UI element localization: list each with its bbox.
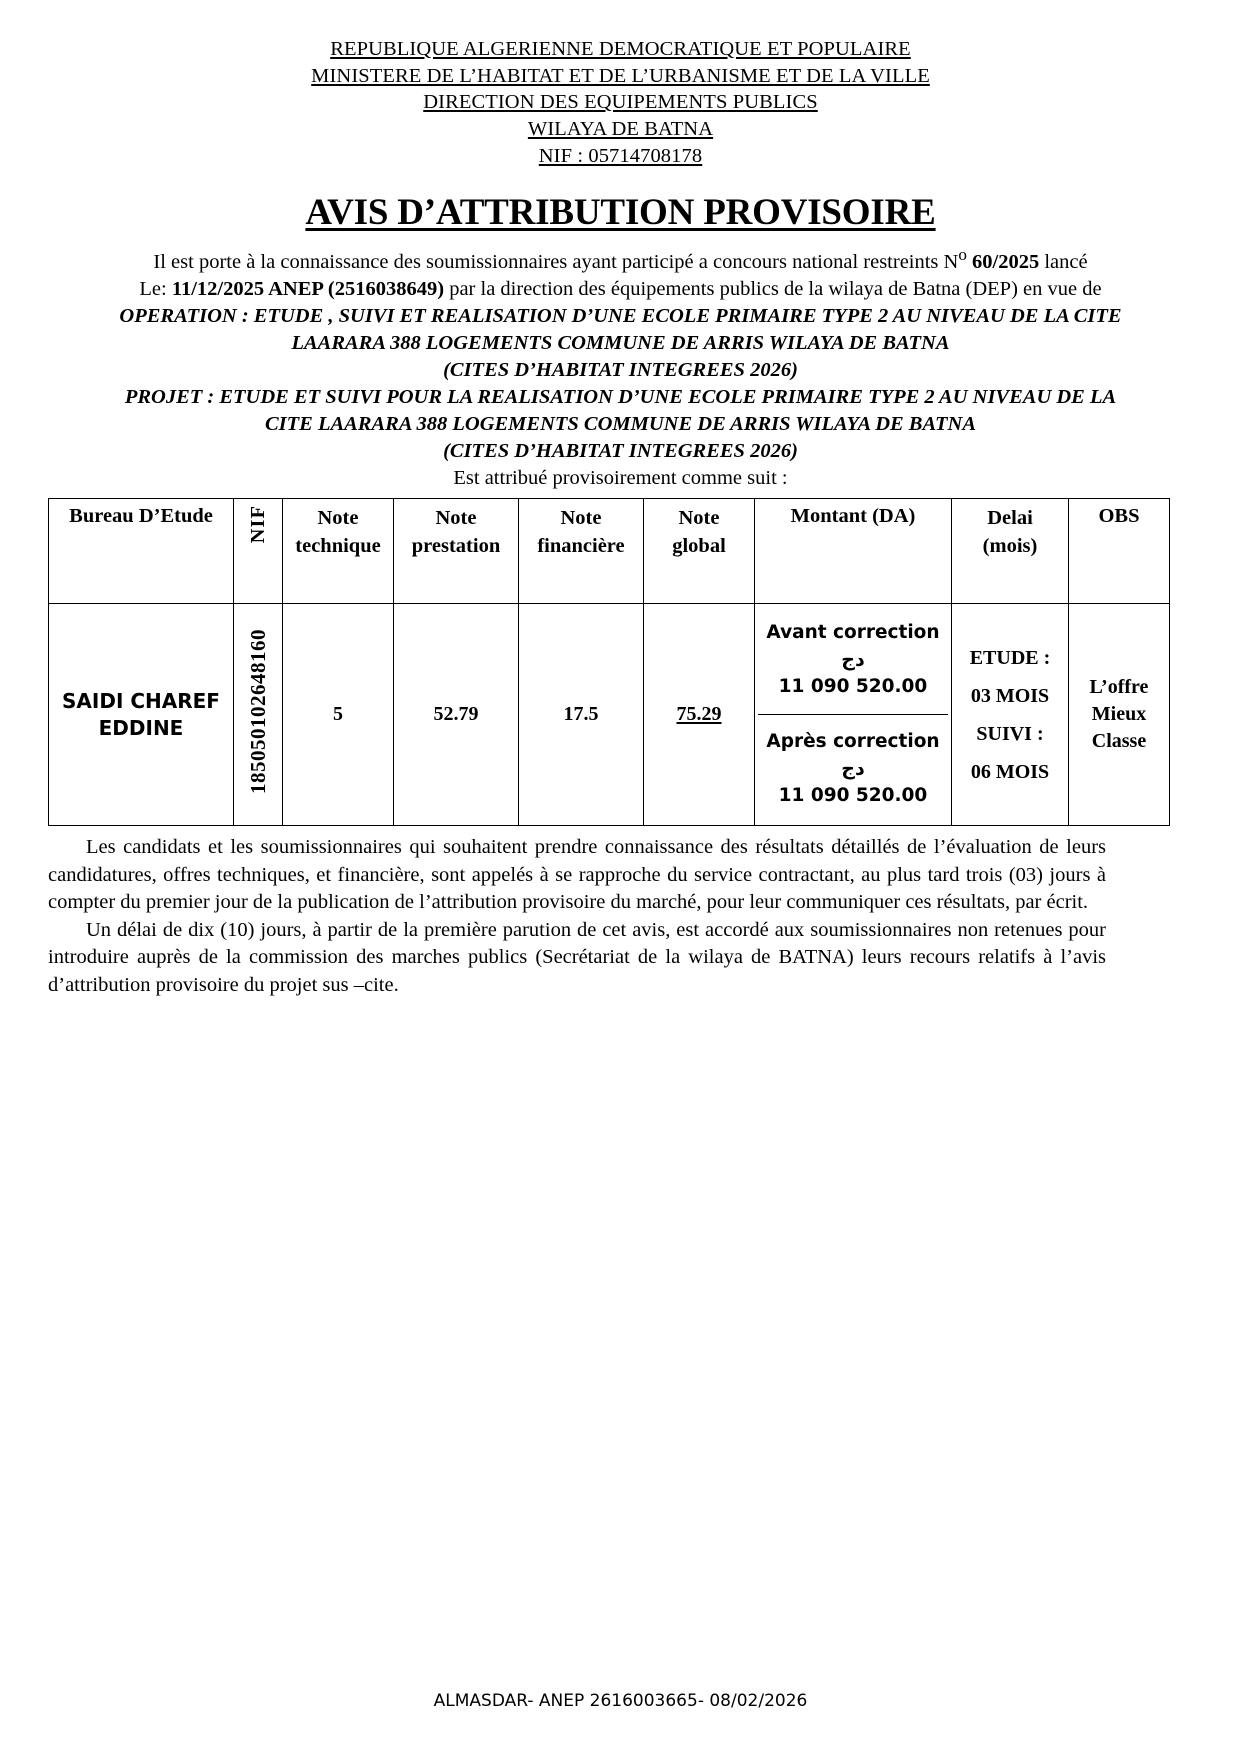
body-text bbox=[48, 834, 1106, 999]
operation-line-3: (CITES D’HABITAT INTEGREES 2026) bbox=[443, 359, 798, 382]
firm-name-line-2: EDDINE bbox=[98, 715, 184, 740]
col-header-note-financiere-l1: Note bbox=[560, 507, 602, 530]
col-header-note-technique bbox=[283, 499, 394, 604]
award-table-body bbox=[49, 604, 1170, 826]
intro-block bbox=[48, 244, 1193, 492]
obs-line-2: Mieux bbox=[1091, 703, 1147, 726]
award-table bbox=[48, 498, 1170, 826]
col-header-montant: Montant (DA) bbox=[755, 499, 952, 604]
operation-line-2: LAARARA 388 LOGEMENTS COMMUNE DE ARRIS WILAYA DE BATNA bbox=[291, 332, 950, 355]
letterhead-line-ministry: MINISTERE DE L’HABITAT ET DE L’URBANISME ET DE LA VILLE bbox=[311, 64, 930, 87]
intro-date-label: Le: bbox=[139, 278, 172, 301]
firm-name-line-1: SAIDI CHAREF bbox=[62, 688, 220, 713]
montant-avant-row bbox=[758, 606, 948, 715]
page-title: AVIS D’ATTRIBUTION PROVISOIRE bbox=[305, 192, 936, 234]
body-paragraph-1: Les candidats et les soumissionnaires qui souhaitent prendre connaissance des résultats détaillés de l’évaluation de leurs candidatures, offres techniques, et financière, sont appelés à se rapproche du service contractant, au plus tard trois (03) jours à compter du premier jour de la publication de l’attribution provisoire du marché, pour leur communiquer ces résultats, par écrit. bbox=[48, 836, 1106, 914]
intro-line-2-tail: par la direction des équipements publics de la wilaya de Batna (DEP) en vue de bbox=[444, 278, 1102, 301]
intro-line-1-tail: lancé bbox=[1039, 251, 1088, 274]
col-header-bureau: Bureau D’Etude bbox=[49, 499, 234, 604]
intro-line-2 bbox=[48, 276, 1193, 303]
cell-note-prestation: 52.79 bbox=[394, 604, 519, 826]
montant-apres-currency: دج bbox=[841, 757, 865, 780]
letterhead-line-republic: REPUBLIQUE ALGERIENNE DEMOCRATIQUE ET POPULAIRE bbox=[330, 38, 911, 60]
montant-apres-row bbox=[758, 715, 948, 824]
montant-apres-label: Après correction bbox=[766, 730, 940, 752]
col-header-note-technique-l2: technique bbox=[295, 535, 381, 558]
projet-line-1: PROJET : ETUDE ET SUIVI POUR LA REALISATION D’UNE ECOLE PRIMAIRE TYPE 2 AU NIVEAU DE LA bbox=[124, 386, 1117, 409]
col-header-nif-label: NIF bbox=[246, 505, 269, 544]
cell-montant bbox=[755, 604, 952, 826]
projet-line-2: CITE LAARARA 388 LOGEMENTS COMMUNE DE ARRIS WILAYA DE BATNA bbox=[264, 413, 977, 436]
montant-avant-value: 11 090 520.00 bbox=[778, 676, 928, 698]
cell-note-global bbox=[644, 604, 755, 826]
obs-line-3: Classe bbox=[1091, 730, 1147, 753]
montant-avant-label: Avant correction bbox=[766, 621, 940, 643]
col-header-note-technique-l1: Note bbox=[317, 507, 359, 530]
body-paragraph-2: Un délai de dix (10) jours, à partir de la première parution de cet avis, est accordé aux soumissionnaires non retenues pour introduire auprès de la commission des marches publics (Secrétariat de la wilaya de BATNA) leurs recours relatifs à l’avis d’attribution provisoire du projet sus –cite. bbox=[48, 918, 1106, 996]
table-row bbox=[49, 604, 1170, 826]
table-header-row bbox=[49, 499, 1170, 604]
letterhead-line-wilaya: WILAYA DE BATNA bbox=[527, 117, 714, 140]
firm-nif-value: 185050102648160 bbox=[245, 629, 270, 795]
intro-line-1 bbox=[48, 244, 1193, 276]
intro-line-1-sup: o bbox=[958, 245, 967, 265]
montant-subtable bbox=[758, 606, 948, 823]
cell-note-financiere: 17.5 bbox=[519, 604, 644, 826]
obs-line-1: L’offre bbox=[1089, 676, 1149, 699]
delai-suivi-value: 06 MOIS bbox=[970, 760, 1050, 783]
col-header-note-global bbox=[644, 499, 755, 604]
projet-line-3: (CITES D’HABITAT INTEGREES 2026) bbox=[443, 440, 798, 463]
note-global-value: 75.29 bbox=[676, 703, 722, 726]
col-header-delai bbox=[952, 499, 1069, 604]
letterhead-line-direction: DIRECTION DES EQUIPEMENTS PUBLICS bbox=[423, 91, 818, 114]
delai-etude-label: ETUDE : bbox=[969, 646, 1051, 669]
montant-avant-currency: دج bbox=[841, 648, 865, 671]
cell-obs bbox=[1069, 604, 1170, 826]
cell-delai bbox=[952, 604, 1069, 826]
col-header-obs: OBS bbox=[1069, 499, 1170, 604]
col-header-note-prestation bbox=[394, 499, 519, 604]
award-table-header bbox=[49, 499, 1170, 604]
col-header-nif bbox=[234, 499, 283, 604]
montant-apres-cell bbox=[758, 715, 948, 824]
cell-nif bbox=[234, 604, 283, 826]
delai-suivi-label: SUIVI : bbox=[976, 722, 1044, 745]
letterhead-line-nif: NIF : 05714708178 bbox=[538, 144, 703, 167]
col-header-delai-l2: (mois) bbox=[982, 535, 1038, 558]
intro-anep-reference: 11/12/2025 ANEP (2516038649) bbox=[171, 278, 445, 301]
intro-line-1-text: Il est porte à la connaissance des soumissionnaires ayant participé a concours national restreints N bbox=[153, 251, 959, 274]
letterhead bbox=[48, 36, 1193, 169]
delai-etude-value: 03 MOIS bbox=[970, 684, 1050, 707]
operation-line-1: OPERATION : ETUDE , SUIVI ET REALISATION D’UNE ECOLE PRIMAIRE TYPE 2 AU NIVEAU DE LA CITE bbox=[119, 305, 1122, 328]
page-footer: ALMASDAR- ANEP 2616003665- 08/02/2026 bbox=[433, 1691, 808, 1711]
cell-note-technique: 5 bbox=[283, 604, 394, 826]
intro-tender-number: 60/2025 bbox=[966, 251, 1040, 274]
col-header-note-financiere-l2: financière bbox=[537, 535, 625, 558]
col-header-delai-l1: Delai bbox=[987, 507, 1033, 530]
cell-bureau-detude bbox=[49, 604, 234, 826]
montant-avant-cell bbox=[758, 606, 948, 715]
col-header-note-financiere bbox=[519, 499, 644, 604]
col-header-note-global-l2: global bbox=[672, 535, 726, 558]
col-header-note-prestation-l2: prestation bbox=[411, 535, 501, 558]
col-header-note-global-l1: Note bbox=[678, 507, 720, 530]
attribution-line: Est attribué provisoirement comme suit : bbox=[453, 467, 788, 490]
montant-apres-value: 11 090 520.00 bbox=[778, 785, 928, 807]
col-header-note-prestation-l1: Note bbox=[435, 507, 477, 530]
